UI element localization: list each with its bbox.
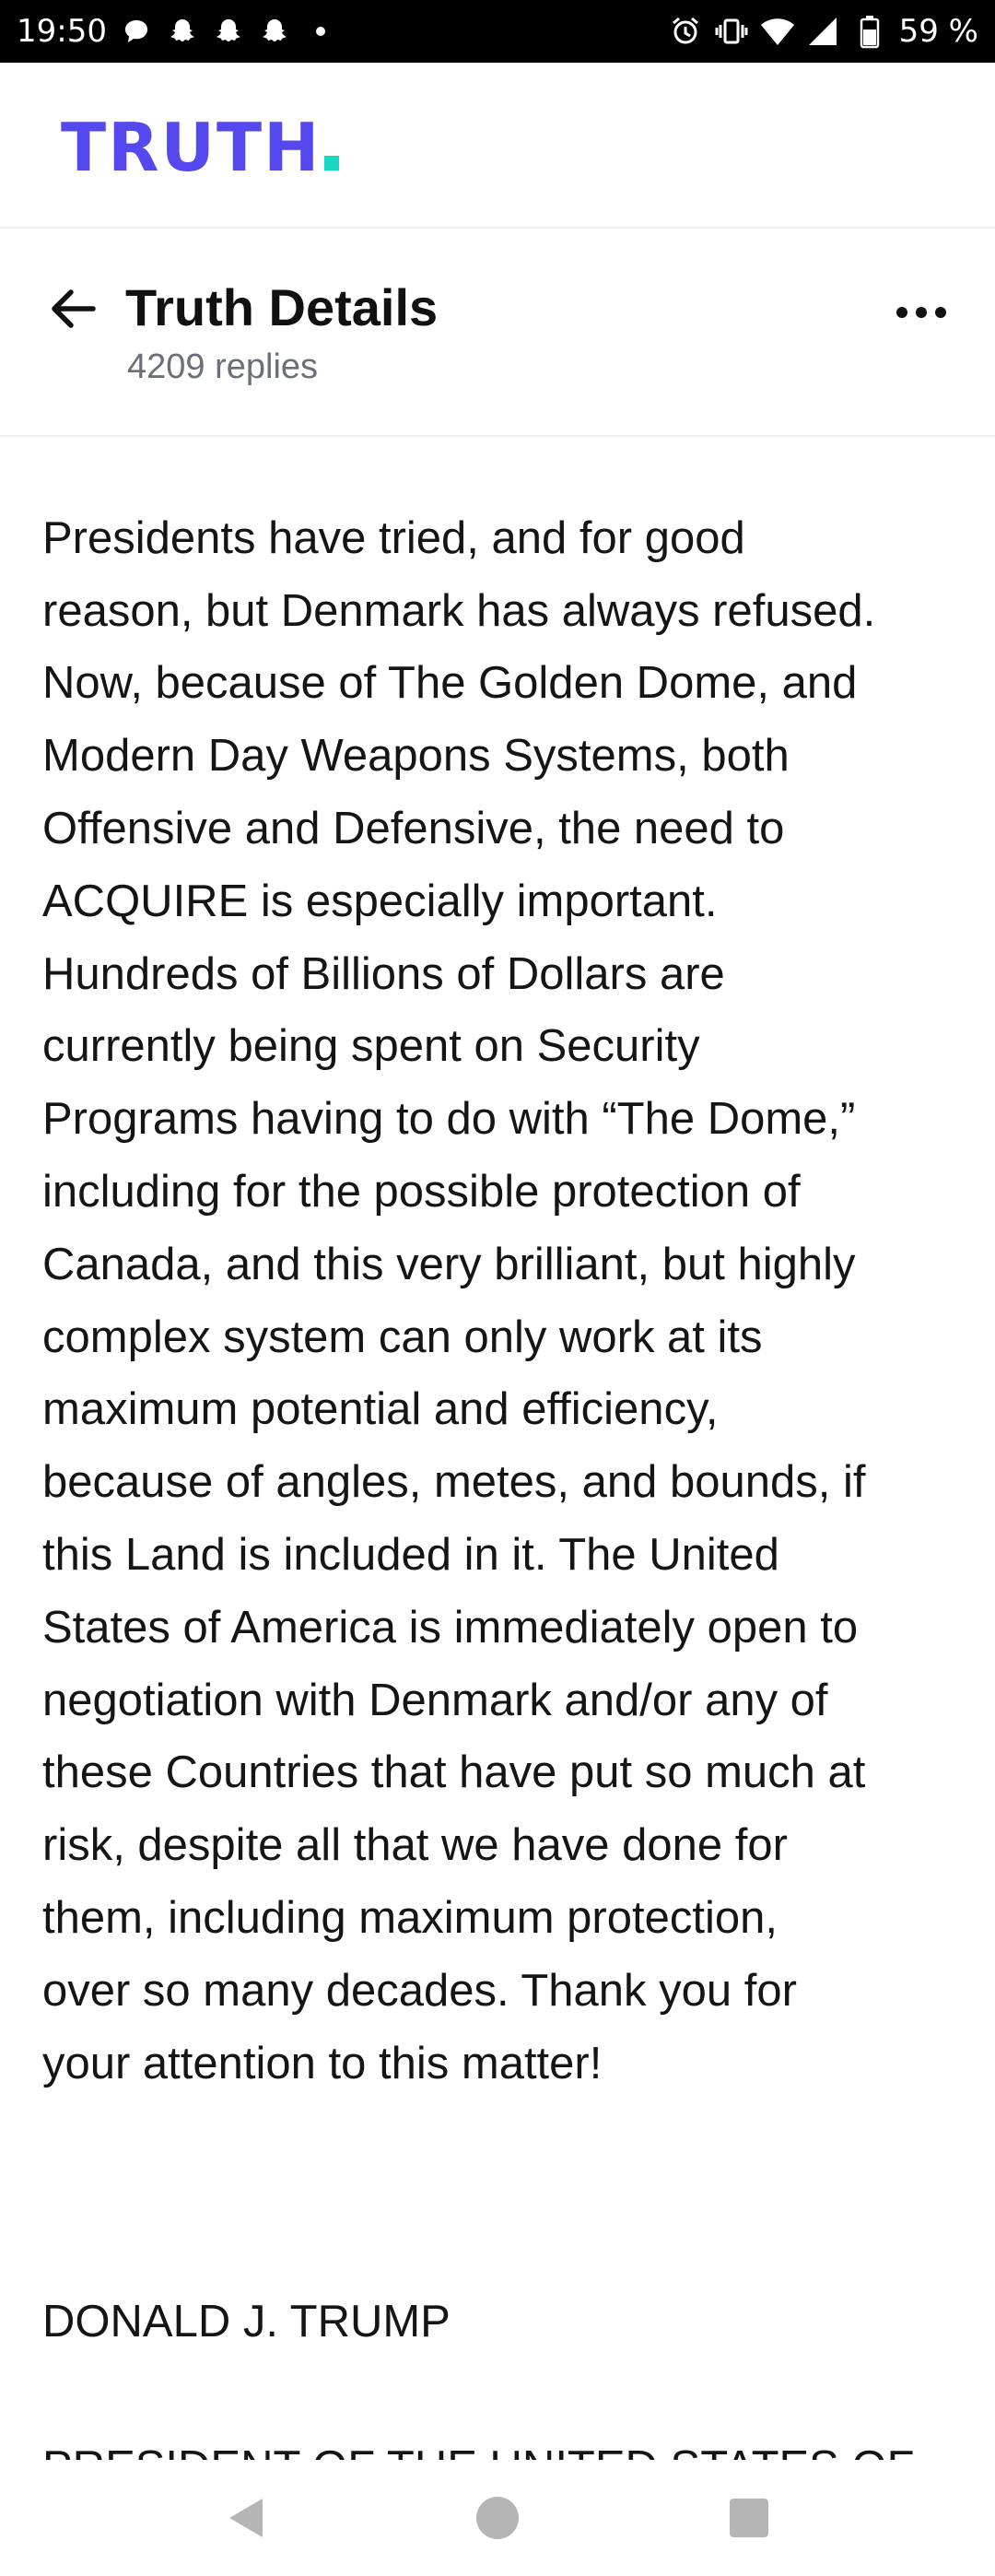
post-text-line: them, including maximum protection,: [42, 1892, 778, 1943]
post-text-line: this Land is included in it. The United: [42, 1529, 779, 1580]
snapchat-ghost-icon: [212, 15, 245, 48]
nav-recents-button[interactable]: [712, 2481, 786, 2555]
alarm-icon: [669, 15, 702, 48]
back-button[interactable]: [41, 276, 105, 341]
square-recents-icon: [729, 2498, 769, 2538]
signal-icon: [807, 15, 840, 48]
post-text-line: Now, because of The Golden Dome, and: [42, 658, 858, 709]
post-text-line: Presidents have tried, and for good: [42, 512, 745, 563]
more-options-button[interactable]: [884, 280, 958, 345]
more-horizontal-icon: [896, 306, 947, 319]
post-text-line: over so many decades. Thank you for: [42, 1965, 797, 2016]
snapchat-ghost-icon: [166, 15, 199, 48]
logo-text: TRUTH: [61, 109, 322, 186]
post-text-line: maximum potential and efficiency,: [42, 1384, 719, 1435]
post-text-line: Programs having to do with “The Dome,”: [42, 1094, 856, 1145]
post-text-line: negotiation with Denmark and/or any of: [42, 1675, 828, 1725]
post-text-line: Canada, and this very brilliant, but highly: [42, 1239, 856, 1289]
logo-dot: [324, 156, 339, 171]
app-header: [0, 63, 995, 229]
post-text: [42, 502, 973, 2100]
post-text-line: because of angles, metes, and bounds, if: [42, 1457, 866, 1508]
page-title: Truth Details: [125, 278, 439, 336]
post-text-line: these Countries that have put so much at: [42, 1747, 866, 1798]
replies-count: 4209 replies: [127, 347, 319, 386]
nav-home-button[interactable]: [461, 2481, 534, 2555]
post-text-line: reason, but Denmark has always refused.: [42, 585, 876, 636]
system-nav-bar: [0, 2460, 995, 2576]
status-bar: [0, 0, 995, 63]
truth-logo[interactable]: [61, 109, 339, 186]
status-bar-right: [669, 13, 978, 50]
signature-name: DONALD J. TRUMP: [42, 2296, 451, 2347]
paragraph-gap: [42, 2172, 973, 2213]
battery-icon: [853, 15, 886, 48]
status-time: 19:50: [17, 13, 107, 50]
triangle-back-icon: [226, 2495, 266, 2541]
post-text-line: Modern Day Weapons Systems, both: [42, 731, 790, 782]
post-text-line: Hundreds of Billions of Dollars are: [42, 948, 725, 999]
nav-back-button[interactable]: [209, 2481, 283, 2555]
chat-bubble-icon: [120, 15, 153, 48]
post-text-line: your attention to this matter!: [42, 2038, 603, 2088]
post-text-line: Offensive and Defensive, the need to: [42, 803, 785, 853]
circle-home-icon: [475, 2496, 520, 2540]
wifi-icon: [761, 15, 794, 48]
post-text-line: including for the possible protection of: [42, 1166, 801, 1217]
post-text-line: currently being spent on Security: [42, 1021, 700, 1072]
snapchat-ghost-icon: [258, 15, 291, 48]
battery-percent: 59 %: [898, 13, 978, 50]
dot-icon: [304, 15, 337, 48]
post-text-line: ACQUIRE is especially important.: [42, 876, 718, 926]
status-bar-left: [17, 13, 337, 50]
post-text-line: risk, despite all that we have done for: [42, 1820, 788, 1871]
post-text-line: States of America is immediately open to: [42, 1602, 859, 1653]
arrow-left-icon: [49, 288, 97, 329]
vibrate-icon: [715, 15, 748, 48]
post-text-line: complex system can only work at its: [42, 1312, 763, 1362]
post-body: [42, 429, 973, 2347]
